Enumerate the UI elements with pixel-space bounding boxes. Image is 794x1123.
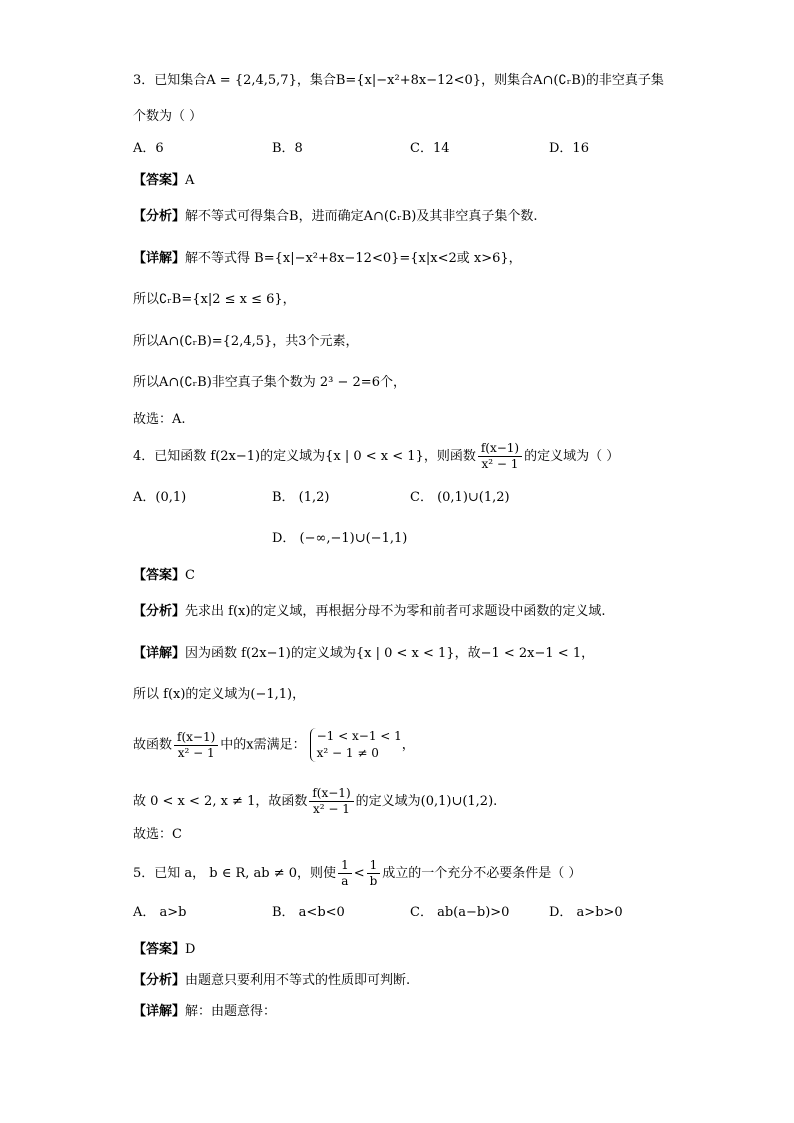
fraction-denominator: a — [341, 874, 349, 888]
q4-line2-fraction — [174, 730, 218, 761]
fraction-denominator: b — [369, 874, 378, 888]
detail-tag: 【详解】 — [133, 251, 186, 266]
q4-line2-b: 中的x需满足： — [220, 737, 306, 753]
q3-answer — [133, 171, 194, 191]
q4-detail — [133, 644, 594, 664]
q4-option-a: A．(0,1) — [133, 490, 187, 505]
q4-detail-line1: 所以 f(x)的定义域为(−1,1)， — [133, 687, 306, 702]
fraction-numerator: f(x−1) — [478, 441, 522, 457]
fraction-denominator: x² − 1 — [177, 745, 215, 760]
fraction-numerator: 1 — [338, 858, 352, 874]
q4-choose: 故选：C — [133, 827, 182, 842]
q4-line3-a: 故 0 < x < 2, x ≠ 1，故函数 — [133, 794, 308, 809]
q3-option-b: B．8 — [272, 141, 303, 156]
q4-detail-line2 — [133, 728, 415, 762]
q5-analysis — [133, 971, 410, 991]
q3-choose: 故选：A. — [133, 412, 186, 427]
q4-analysis — [133, 602, 606, 622]
q3-detail-line3: 所以A∩(∁ᵣB)非空真子集个数为 2³ − 2=6个， — [133, 375, 406, 390]
q4-stem-b: 的定义域为（ ） — [524, 449, 620, 464]
q3-stem-line1: 3．已知集合A = {2,4,5,7}，集合B={x|−x²+8x−12<0}，则集合A∩(∁ᵣB)的非空真子集 — [133, 73, 664, 88]
analysis-tag: 【分析】 — [133, 973, 186, 988]
q4-line2-a: 故函数 — [133, 737, 173, 753]
analysis-text: 先求出 f(x)的定义域，再根据分母不为零和前者可求题设中函数的定义域. — [185, 604, 606, 619]
detail-text: 解不等式得 B={x|−x²+8x−12<0}={x|x<2或 x>6}， — [185, 251, 522, 266]
analysis-tag: 【分析】 — [133, 604, 186, 619]
q4-stem — [133, 441, 619, 472]
detail-text: 因为函数 f(2x−1)的定义域为{x | 0 < x < 1}，故−1 < 2x−1 < 1， — [185, 646, 595, 661]
fraction-denominator: x² − 1 — [481, 457, 519, 471]
answer-tag: 【答案】 — [133, 173, 186, 188]
answer-value: C — [185, 568, 195, 583]
analysis-tag: 【分析】 — [133, 209, 186, 224]
q4-line3-fraction — [309, 786, 353, 817]
q3-detail-line1: 所以∁ᵣB={x|2 ≤ x ≤ 6}， — [133, 292, 296, 307]
less-than-sign: < — [353, 866, 365, 881]
q5-option-d: D． a>b>0 — [549, 905, 623, 920]
q3-analysis — [133, 207, 537, 227]
q5-fraction-1-over-b — [367, 858, 381, 889]
q5-option-a: A． a>b — [133, 905, 187, 920]
q4-line2-c: ， — [401, 737, 415, 753]
q5-fraction-1-over-a — [338, 858, 352, 889]
fraction-denominator: x² − 1 — [313, 802, 350, 816]
q5-detail — [133, 1002, 276, 1022]
detail-tag: 【详解】 — [133, 1004, 186, 1019]
q3-option-a: A．6 — [133, 141, 164, 156]
q3-detail-line2: 所以A∩(∁ᵣB)={2,4,5}，共3个元素， — [133, 334, 359, 349]
q4-answer — [133, 566, 195, 586]
q3-option-d: D．16 — [549, 141, 589, 156]
fraction-numerator: f(x−1) — [309, 786, 353, 802]
analysis-text: 由题意只要利用不等式的性质即可判断. — [185, 973, 411, 988]
q4-option-d: D． (−∞,−1)∪(−1,1) — [272, 531, 408, 546]
q4-line3-b: 的定义域为(0,1)∪(1,2). — [355, 794, 498, 809]
q4-option-c: C． (0,1)∪(1,2) — [410, 490, 510, 505]
q5-option-c: C． ab(a−b)>0 — [410, 905, 510, 920]
answer-value: D — [185, 942, 196, 957]
q3-detail — [133, 249, 522, 269]
answer-tag: 【答案】 — [133, 568, 186, 583]
q5-stem-b: 成立的一个充分不必要条件是（ ） — [382, 866, 582, 881]
analysis-text: 解不等式可得集合B，进而确定A∩(∁ᵣB)及其非空真子集个数. — [185, 209, 538, 224]
q5-stem — [133, 858, 581, 889]
system-line1: −1 < x−1 < 1 — [316, 729, 402, 743]
q4-option-b: B． (1,2) — [272, 490, 330, 505]
detail-text: 解：由题意得： — [185, 1004, 277, 1019]
q4-stem-a: 4．已知函数 f(2x−1)的定义域为{x | 0 < x < 1}，则函数 — [133, 449, 476, 464]
system-line2: x² − 1 ≠ 0 — [316, 746, 379, 760]
q4-detail-line3 — [133, 786, 497, 817]
fraction-numerator: f(x−1) — [174, 730, 218, 746]
q3-stem-line2: 个数为（ ） — [133, 109, 203, 124]
q5-option-b: B． a<b<0 — [272, 905, 345, 920]
q3-option-c: C．14 — [410, 141, 450, 156]
answer-tag: 【答案】 — [133, 942, 186, 957]
answer-value: A — [185, 173, 195, 188]
fraction-numerator: 1 — [367, 858, 381, 874]
inequality-system — [310, 728, 402, 762]
q4-stem-fraction — [478, 441, 522, 472]
q5-stem-a: 5．已知 a， b ∈ R, ab ≠ 0，则使 — [133, 866, 337, 881]
q5-answer — [133, 940, 195, 960]
detail-tag: 【详解】 — [133, 646, 186, 661]
